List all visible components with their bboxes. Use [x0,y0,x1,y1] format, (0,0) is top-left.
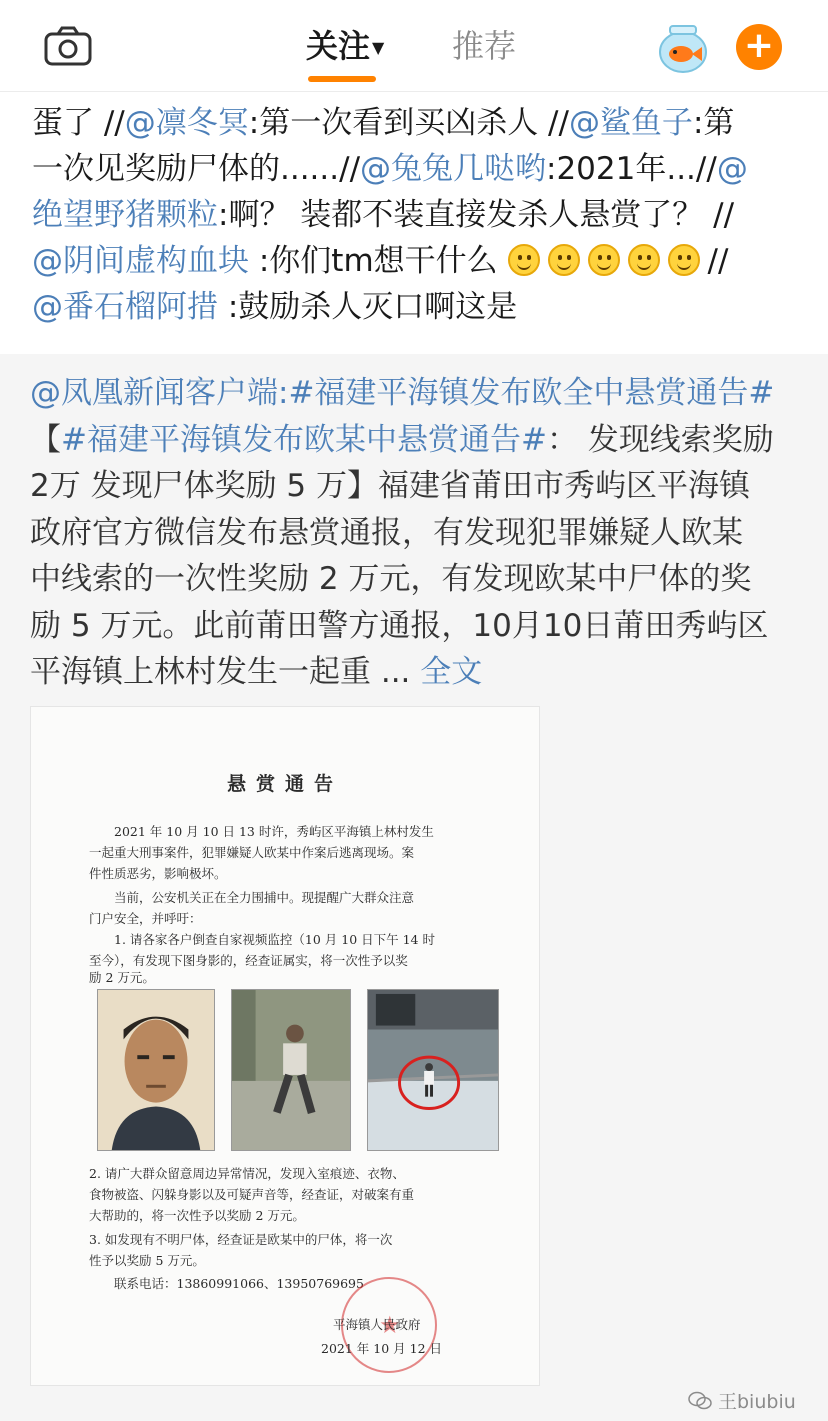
notice-paragraph [89,908,481,929]
plus-icon: + [743,25,775,66]
notice-line: 2021 年 10 月 10 日 13 时许，秀屿区平海镇上林村发生 [114,824,434,839]
notice-paragraph [89,842,481,884]
post-line: 励 5 万元。此前莆田警方通报，10月10日莆田秀屿区 [30,607,769,644]
active-tab-indicator [308,76,376,82]
chain-line [32,284,796,330]
original-post-text [30,370,802,696]
smile-emoji-icon [548,244,580,276]
notice-line: 2. 请广大群众留意周边异常情况，发现入室痕迹、衣物、 [89,1166,405,1181]
tab-follow[interactable] [306,24,384,70]
full-text-link[interactable]: 全文 [420,654,483,690]
tab-recommend[interactable]: 推荐 [452,27,517,65]
notice-line: 件性质恶劣，影响极坏。 [89,866,227,881]
notice-line: 励 2 万元。 [89,970,155,985]
top-nav [0,0,828,92]
mention-link[interactable]: @ [716,151,748,187]
wechat-icon [688,1391,712,1411]
watermark-text: 王biubiu [718,1391,796,1413]
notice-line: 当前，公安机关正在全力围捕中。现提醒广大群众注意 [114,890,415,905]
chain-line [32,238,796,284]
chain-text: :第 [692,105,735,141]
notice-line: 3. 如发现有不明尸体，经查证是欧某中的尸体，将一次 [89,1232,393,1247]
post-line: 中线索的一次性奖励 2 万元，有发现欧某中尸体的奖 [30,561,752,597]
original-post[interactable] [0,354,828,1421]
notice-line: 一起重大刑事案件，犯罪嫌疑人欧某中作案后逃离现场。案 [89,845,415,860]
surveillance-photo-1 [231,989,351,1151]
notice-line: 1. 请各家各户倒查自家视频监控（10 月 10 日下午 14 时 [114,932,435,947]
chain-text: :鼓励杀人灭口啊这是 [218,289,518,325]
notice-line: 大帮助的，将一次性予以奖励 2 万元。 [89,1208,305,1223]
mention-link[interactable]: @番石榴阿措 [32,289,218,325]
post-line [30,370,802,417]
source-link[interactable]: @凤凰新闻客户端:#福建平海镇发布欧全中悬赏通告# [30,375,775,411]
notice-line: 食物被盗、闪躲身影以及可疑声音等，经查证，对破案有重 [89,1187,415,1202]
hashtag-link[interactable]: #福建平海镇发布欧某中悬赏通告# [61,421,547,458]
mention-link[interactable]: @兔兔几哒哟 [360,151,547,187]
notice-phone: 联系电话：13860991066、13950769695 [114,1276,364,1291]
chain-text: 一次见奖励尸体的......// [32,151,361,187]
notice-paragraph [89,971,481,985]
chain-text: :第一次看到买凶杀人 // [248,105,569,141]
smile-emoji-icon [588,244,620,276]
mention-link[interactable]: 绝望野猪颗粒 [32,197,218,233]
chain-text: 蛋了 // [32,105,125,141]
chain-text: // [707,243,729,279]
repost-comment-chain [0,92,828,354]
plus-button[interactable] [736,24,782,70]
notice-paragraph [89,821,481,842]
chain-text: :2021年...// [546,151,717,187]
fishbowl-icon[interactable] [656,20,710,74]
notice-line: 门户安全，并呼吁： [89,911,202,926]
post-text: ： 发现线索奖励 [546,421,774,458]
watermark [688,1387,796,1414]
chain-line [32,192,796,238]
notice-paragraph [89,929,481,950]
post-line: 2万 发现尸体奖励 5 万】福建省莆田市秀屿区平海镇 [30,468,751,504]
chain-line [32,100,796,146]
post-line: 政府官方微信发布悬赏通报，有发现犯罪嫌疑人欧某 [30,514,743,551]
reward-notice-image[interactable] [30,706,540,1386]
mention-link[interactable]: @阴间虚构血块 [32,243,249,279]
camera-icon[interactable] [44,26,92,66]
smile-emoji-icon [668,244,700,276]
chain-text: :啊？ 装都不装直接发杀人悬赏了？ // [218,197,735,233]
notice-signer: 平海镇人民政府 [333,1317,421,1332]
smile-emoji-icon [508,244,540,276]
chevron-down-icon: ▼ [372,38,385,57]
notice-line: 至今），有发现下图身影的，经查证属实，将一次性予以奖 [89,953,408,968]
surveillance-photo-2 [367,989,499,1151]
mention-link[interactable]: @鲨鱼子 [568,105,693,141]
notice-title: 悬赏通告 [226,773,343,795]
mention-link[interactable]: @凛冬冥 [124,105,249,141]
post-text: 【 [30,421,61,458]
post-text: 平海镇上林村发生一起重 ... [30,654,421,690]
notice-paragraph [89,950,481,971]
smile-emoji-icon [628,244,660,276]
post-line [30,649,802,696]
notice-paragraph [89,1163,481,1226]
chain-line [32,146,796,192]
post-line [30,417,802,464]
notice-line: 性予以奖励 5 万元。 [89,1253,205,1268]
notice-date: 2021 年 10 月 12 日 [321,1341,442,1356]
notice-paragraph [89,1229,481,1271]
tab-follow-label: 关注 [306,27,371,65]
chain-text: :你们tm想干什么 [249,243,498,279]
notice-paragraph [89,887,481,908]
suspect-portrait-photo [97,989,215,1151]
